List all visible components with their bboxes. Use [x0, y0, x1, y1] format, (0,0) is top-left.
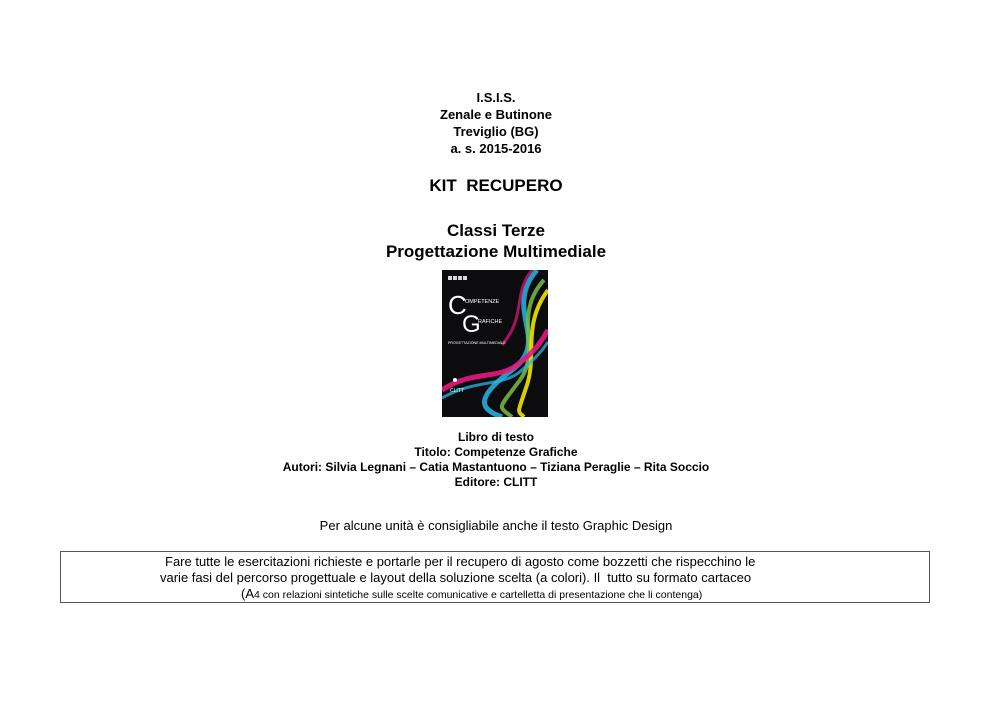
book-publisher: Editore: CLITT	[454, 475, 538, 489]
cover-subtitle: PROGETTAZIONE MULTIMEDIALE	[448, 341, 506, 345]
instructions-line-3	[61, 586, 929, 602]
instructions-line-1: Fare tutte le esercitazioni richieste e portarle per il recupero di agosto come bozzetti che rispecchino le	[165, 554, 756, 569]
subtitle-classes: Classi Terze	[447, 221, 545, 240]
book-cover-art	[442, 270, 548, 417]
school-city: Treviglio (BG)	[453, 124, 539, 139]
page-title: KIT RECUPERO	[429, 176, 563, 195]
school-names: Zenale e Butinone	[440, 107, 552, 122]
suggestion-note: Per alcune unità è consigliabile anche il testo Graphic Design	[319, 518, 673, 533]
cover-word-competenze: OMPETENZE	[465, 299, 500, 305]
instructions-line-3-open: (A	[241, 586, 254, 601]
subtitle-course: Progettazione Multimediale	[385, 242, 607, 261]
school-year: a. s. 2015-2016	[450, 141, 542, 156]
cover-letter-g: G	[462, 311, 481, 338]
school-name: I.S.I.S.	[476, 90, 516, 105]
instructions-box	[60, 551, 930, 603]
book-cover-image	[442, 270, 548, 417]
book-info	[0, 430, 992, 490]
cover-word-grafiche: RAFICHE	[478, 319, 503, 325]
cover-letter-c: C	[448, 290, 467, 320]
school-header	[0, 89, 992, 157]
instructions-line-3-rest: 4 con relazioni sintetiche sulle scelte comunicative e cartelletta di presentazione che li contenga)	[254, 589, 703, 601]
book-authors: Autori: Silvia Legnani – Catia Mastantuono – Tiziana Peraglie – Rita Soccio	[282, 460, 710, 474]
book-title: Titolo: Competenze Grafiche	[414, 445, 578, 459]
book-label: Libro di testo	[458, 430, 534, 444]
cover-publisher: CLITT	[450, 388, 464, 394]
instructions-line-2: varie fasi del percorso progettuale e layout della soluzione scelta (a colori). Il tutto su formato cartaceo	[160, 570, 752, 585]
page-subtitle	[0, 220, 992, 262]
